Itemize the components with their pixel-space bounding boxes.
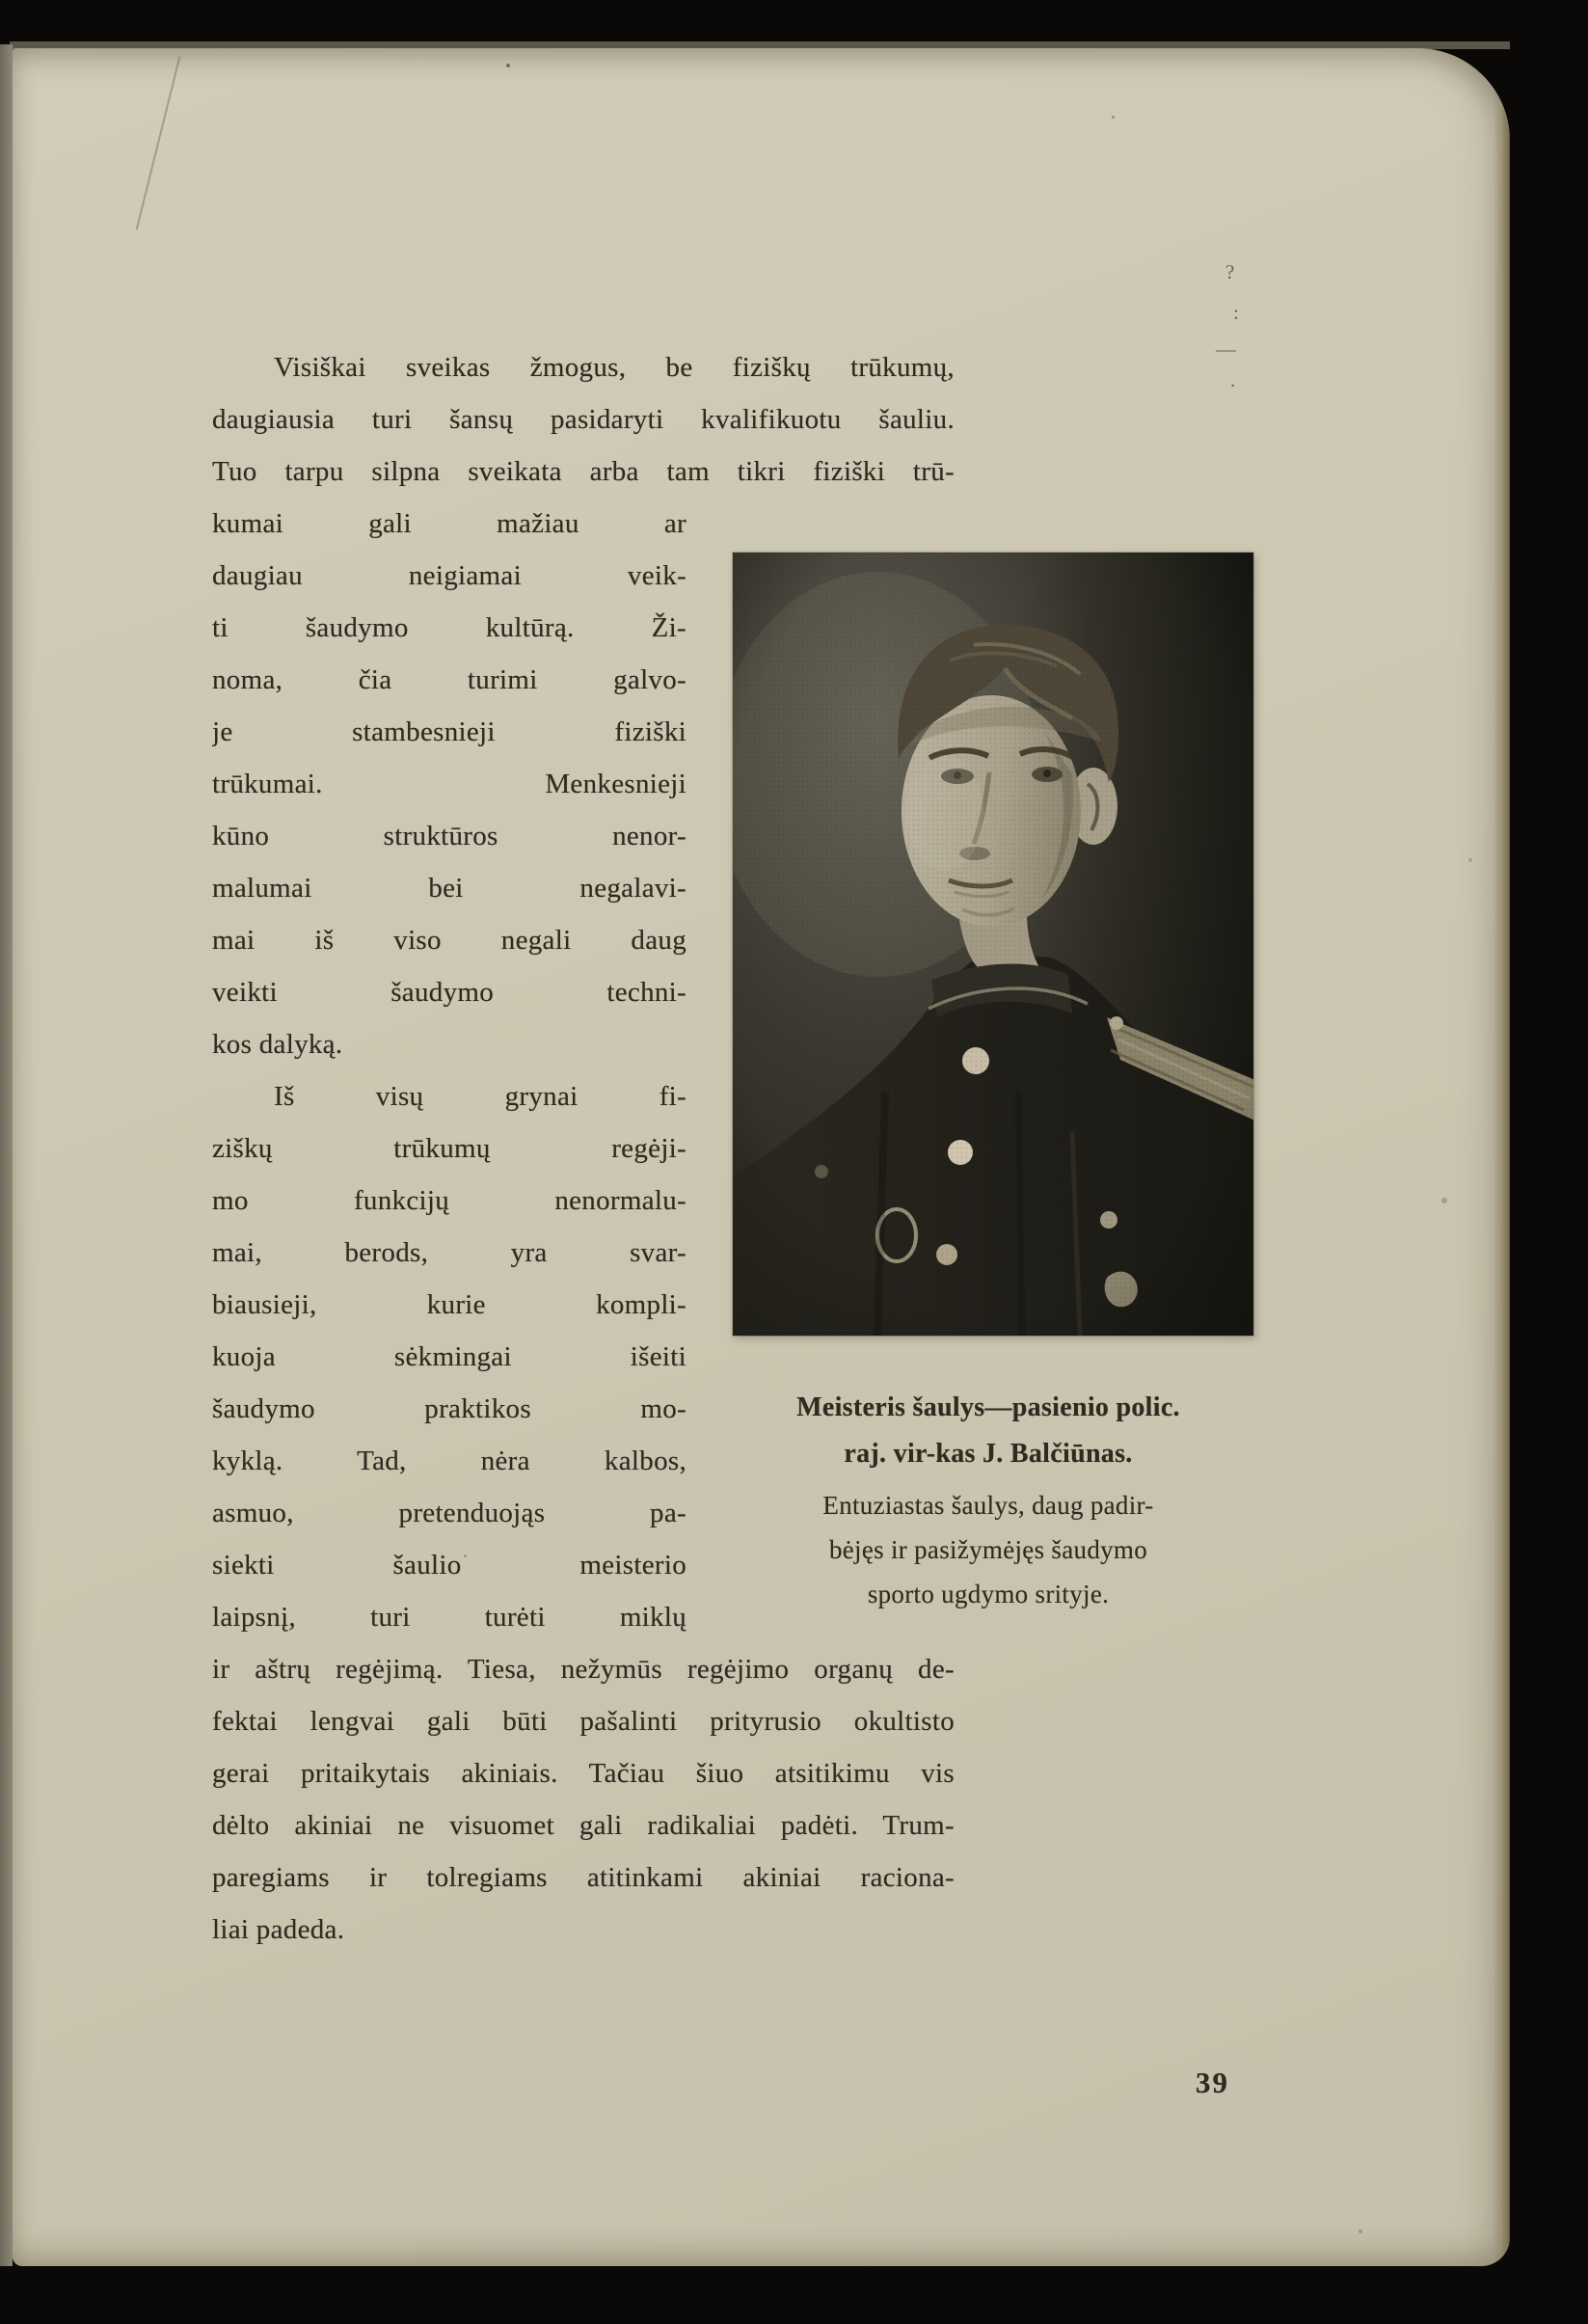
caption-line: sporto ugdymo srityje. <box>867 1580 1110 1608</box>
text-line: mai iš viso negali daug <box>212 925 686 956</box>
caption-line: raj. vir-kas J. Balčiūnas. <box>844 1439 1133 1469</box>
ink-mark: : <box>1233 301 1239 324</box>
paper-speck <box>506 64 510 68</box>
text-line: liai padeda. <box>212 1914 345 1945</box>
text-line: mai, berods, yra svar- <box>212 1237 686 1268</box>
page-number: 39 <box>1196 2066 1229 2099</box>
ink-mark: · <box>1229 374 1236 397</box>
ink-mark: ? <box>1225 260 1235 284</box>
caption-line: bėjęs ir pasižymėjęs šaudymo <box>828 1535 1148 1564</box>
text-line: dėlto akiniai ne visuomet gali radikaliai padėti. Trum- <box>212 1810 955 1841</box>
text-line: ti šaudymo kultūrą. Ži- <box>212 612 686 643</box>
text-line: ir aštrų regėjimą. Tiesa, nežymūs regėjimo organų de- <box>212 1654 955 1685</box>
caption-line: Meisteris šaulys—pasienio polic. <box>796 1392 1180 1422</box>
text-line: asmuo, pretenduojąs pa- <box>212 1498 686 1528</box>
text-line: kumai gali mažiau ar <box>212 508 686 539</box>
text-line: kuoja sėkmingai išeiti <box>212 1341 686 1372</box>
paper-speck <box>464 1554 467 1557</box>
caption-line: Entuziastas šaulys, daug padir- <box>822 1491 1154 1520</box>
book-page <box>13 48 1510 2266</box>
text-line: paregiams ir tolregiams atitinkami akiniai raciona- <box>212 1862 955 1893</box>
text-line: kūno struktūros nenor- <box>212 821 686 851</box>
text-line: noma, čia turimi galvo- <box>212 664 686 695</box>
text-line: fektai lengvai gali būti pašalinti prityrusio okultisto <box>212 1706 955 1737</box>
text-line: je stambesnieji fiziški <box>212 716 686 747</box>
text-line: malumai bei negalavi- <box>212 873 686 904</box>
paper-speck <box>1112 116 1115 119</box>
text-line: ziškų trūkumų regėji- <box>212 1133 686 1164</box>
paper-speck <box>1468 858 1472 862</box>
text-line: kyklą. Tad, nėra kalbos, <box>212 1446 686 1476</box>
photo-caption-title <box>713 1385 1263 1477</box>
paper-speck <box>1359 2229 1362 2233</box>
text-line: trūkumai. Menkesnieji <box>212 769 686 799</box>
book-gutter-edge <box>0 44 13 2266</box>
text-line: biausieji, kurie kompli- <box>212 1289 686 1320</box>
page-fore-edge <box>1494 48 1510 2266</box>
text-line: veikti šaudymo techni- <box>212 977 686 1008</box>
portrait-illustration <box>733 553 1253 1336</box>
text-line: laipsnį, turi turėti miklų <box>212 1602 686 1633</box>
text-line: gerai pritaikytais akiniais. Tačiau šiuo atsitikimu vis <box>212 1758 955 1789</box>
paper-speck <box>1441 1198 1447 1203</box>
scan-scratch-artifact <box>136 57 181 230</box>
text-line: kos dalyką. <box>212 1029 343 1060</box>
text-line: daugiau neigiamai veik- <box>212 560 686 591</box>
portrait-photo <box>733 553 1253 1336</box>
ink-mark: — <box>1216 338 1236 361</box>
text-line: mo funkcijų nenormalu- <box>212 1185 686 1216</box>
text-line: daugiausia turi šansų pasidaryti kvalifikuotu šauliu. <box>212 404 955 435</box>
text-line: Visiškai sveikas žmogus, be fiziškų trūkumų, <box>274 352 955 383</box>
text-line: Tuo tarpu silpna sveikata arba tam tikri fiziški trū- <box>212 456 955 487</box>
text-line: siekti šaulio meisterio <box>212 1550 686 1581</box>
text-line: šaudymo praktikos mo- <box>212 1393 686 1424</box>
text-line: Iš visų grynai fi- <box>274 1081 686 1112</box>
photo-caption-text <box>713 1483 1263 1616</box>
